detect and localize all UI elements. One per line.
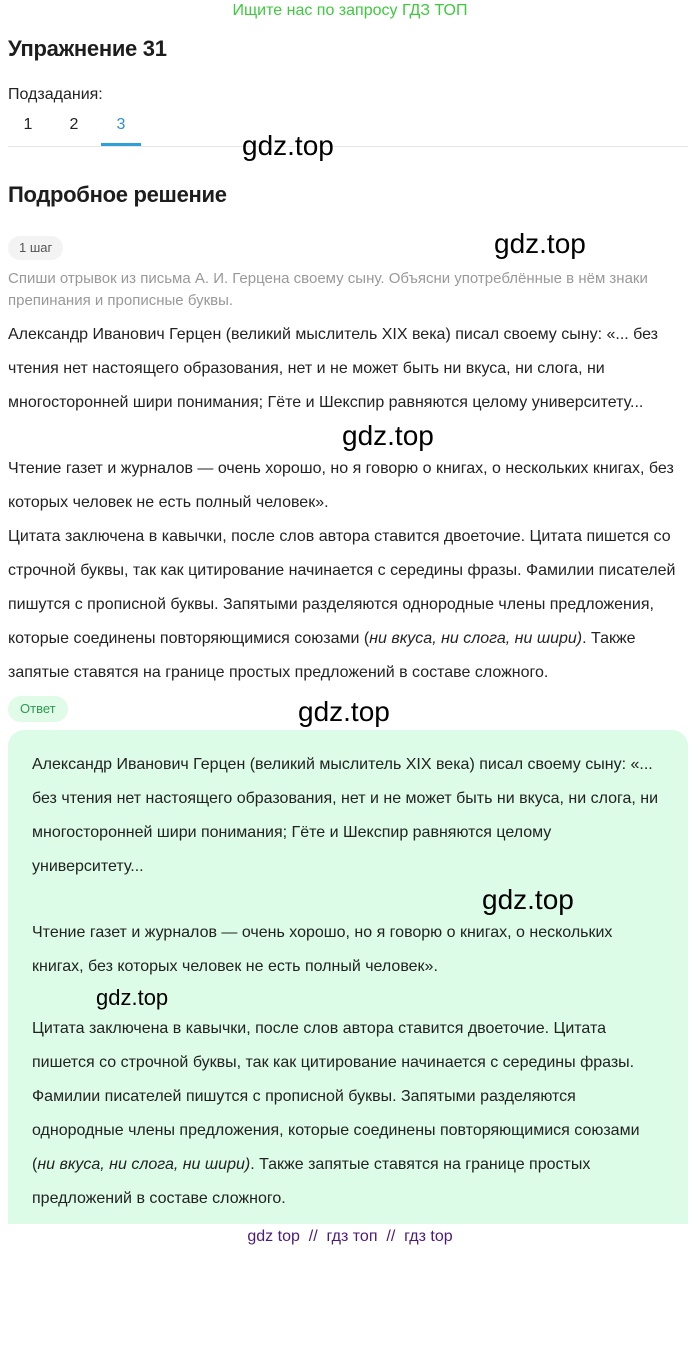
watermark: gdz.top	[494, 228, 586, 259]
solution-paragraph	[8, 520, 692, 690]
text: . Также запятые ставятся на границе простых предложений в составе сложного.	[32, 1156, 591, 1207]
answer-paragraph: Александр Иванович Герцен (великий мыслитель XIX века) писал своему сыну: «... без чтения нет настоящего образования, нет и не может быть ни вкуса, ни слога, ни многосторонней шири понимания; Гёте и Шекспир равняются целому университету...	[32, 756, 659, 875]
tab-subtask-2[interactable]: 2	[69, 116, 79, 133]
subtasks-label: Подзадания:	[8, 86, 103, 103]
answer-paragraph	[32, 1012, 664, 1216]
answer-header	[8, 696, 692, 730]
italic-text: ни вкуса, ни слога, ни шири)	[37, 1156, 251, 1173]
watermark: gdz.top	[342, 420, 434, 451]
text: Цитата заключена в кавычки, после слов автора ставится двоеточие. Цитата пишется со строчной буквы, так как цитирование начинается с середины фразы. Фамилии писателей пишутся с прописной буквы. Запятыми разделяются однородные члены предложения, которые соединены повторяющимися союзами (	[8, 528, 676, 647]
solution-text	[8, 318, 692, 690]
subtask-tabs	[8, 112, 688, 147]
page-title: Упражнение 31	[8, 36, 167, 61]
footer-links[interactable]: gdz top // гдз топ // гдз top	[247, 1228, 453, 1245]
watermark: gdz.top	[482, 884, 574, 915]
watermark: gdz.top	[298, 696, 390, 727]
watermark: gdz.top	[242, 130, 334, 161]
content-flow	[8, 318, 692, 1250]
text: . Также запятые ставятся на границе простых предложений в составе сложного.	[8, 630, 636, 681]
task-text: Спиши отрывок из письма А. И. Герцена своему сыну. Объясни употреблённые в нём знаки препинания и прописные буквы.	[8, 270, 648, 309]
solution-paragraph: Чтение газет и журналов — очень хорошо, но я говорю о книгах, о нескольких книгах, без которых человек не есть полный человек».	[8, 460, 674, 511]
tab-subtask-1[interactable]: 1	[23, 116, 33, 133]
answer-badge: Ответ	[8, 696, 68, 722]
promo-banner[interactable]: Ищите нас по запросу ГДЗ ТОП	[232, 2, 468, 19]
step-badge: 1 шаг	[8, 236, 63, 260]
solution-paragraph: Александр Иванович Герцен (великий мыслитель XIX века) писал своему сыну: «... без чтения нет настоящего образования, нет и не может быть ни вкуса, ни слога, ни многосторонней шири понимания; Гёте и Шекспир равняются целому университету...	[8, 326, 659, 411]
italic-text: ни вкуса, ни слога, ни шири)	[369, 630, 583, 647]
solution-heading: Подробное решение	[8, 182, 227, 207]
text: Цитата заключена в кавычки, после слов автора ставится двоеточие. Цитата пишется со строчной буквы, так как цитирование начинается с середины фразы. Фамилии писателей пишутся с прописной буквы. Запятыми разделяются однородные члены предложения, которые соединены повторяющимися союзами (	[32, 1020, 640, 1173]
watermark: gdz.top	[96, 985, 169, 1010]
answer-paragraph: Чтение газет и журналов — очень хорошо, но я говорю о книгах, о нескольких книгах, без которых человек не есть полный человек».	[32, 924, 613, 975]
answer-box	[8, 730, 688, 1224]
tab-subtask-3[interactable]: 3	[101, 116, 141, 134]
